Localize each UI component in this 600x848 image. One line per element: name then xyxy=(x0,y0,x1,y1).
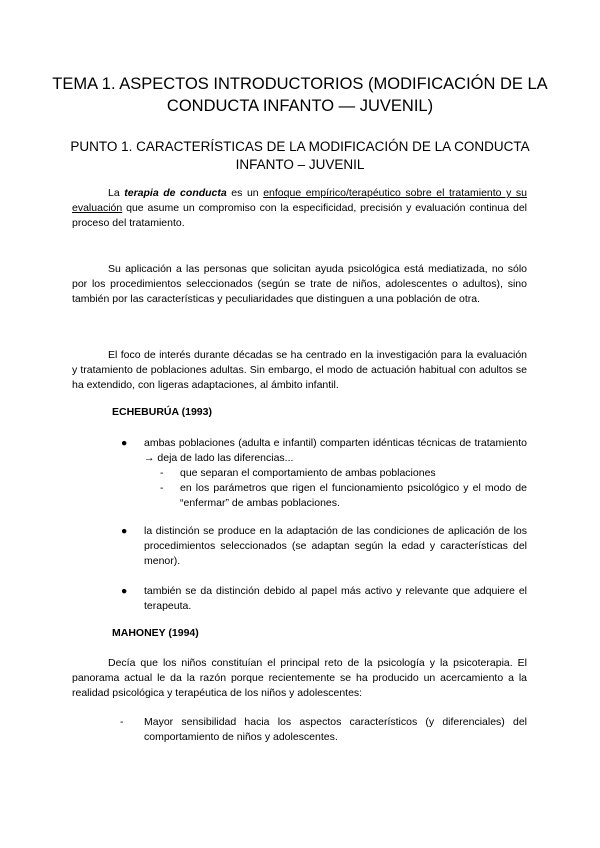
dash-icon: - xyxy=(160,482,164,494)
bullet-item-2: ● la distinción se produce en la adaptación de las condiciones de aplicación de los procedimientos seleccionados (se adaptan según la edad y características del menor). xyxy=(121,525,527,567)
dash-icon: - xyxy=(120,716,124,728)
underlined-text: enfoque empírico/terapéutico sobre el tratamiento y su evaluación xyxy=(72,187,527,214)
bullet-item-3: ● también se da distinción debido al papel más activo y relevante que adquiere el terapeuta. xyxy=(121,585,527,612)
paragraph-3: El foco de interés durante décadas se ha centrado en la investigación para la evaluación y tratamiento de poblaciones adultas. Sin embargo, el modo de actuación habitual con adultos se ha extendido, con ligeras adaptaciones, al ámbito infantil. xyxy=(72,349,527,391)
bullet-item-1: ● ambas poblaciones (adulta e infantil) comparten idénticas técnicas de tratamiento → deja de lado las diferencias... xyxy=(121,437,527,464)
dash-item: - Mayor sensibilidad hacia los aspectos característicos (y diferenciales) del comportamiento de niños y adolescentes. xyxy=(120,716,527,743)
sub-item-1: - que separan el comportamiento de ambas poblaciones xyxy=(160,467,436,479)
document-title: TEMA 1. ASPECTOS INTRODUCTORIOS (MODIFICACIÓN DE LA CONDUCTA INFANTO — JUVENIL) xyxy=(52,75,548,115)
sub-item-2: - en los parámetros que rigen el funcionamiento psicológico y el modo de “enfermar” de ambas poblaciones. xyxy=(160,482,527,509)
subheading-mahoney: MAHONEY (1994) xyxy=(112,627,199,639)
bullet-icon: ● xyxy=(121,437,128,449)
subheading-echeburua: ECHEBURÚA (1993) xyxy=(112,406,212,418)
bullet-icon: ● xyxy=(121,585,128,597)
paragraph-2: Su aplicación a las personas que solicitan ayuda psicológica está mediatizada, no sólo por los procedimientos seleccionados (según se trate de niños, adolescentes o adultos), sino también por las características y peculiaridades que distinguen a una población de otra. xyxy=(72,263,527,305)
emphasis-term: terapia de conducta xyxy=(124,187,227,199)
bullet-icon: ● xyxy=(121,525,128,537)
paragraph-1: La terapia de conducta es un enfoque empírico/terapéutico sobre el tratamiento y su evaluación que asume un compromiso con la especificidad, precisión y evaluación continua del proceso del tratamiento. xyxy=(72,187,527,229)
paragraph-4: Decía que los niños constituían el principal reto de la psicología y la psicoterapia. El panorama actual le da la razón porque recientemente se ha producido un acercamiento a la realidad psicológica y terapéutica de los niños y adolescentes: xyxy=(72,657,527,699)
dash-icon: - xyxy=(160,467,164,479)
section-title: PUNTO 1. CARACTERÍSTICAS DE LA MODIFICACIÓN DE LA CONDUCTA INFANTO – JUVENIL xyxy=(70,139,530,172)
